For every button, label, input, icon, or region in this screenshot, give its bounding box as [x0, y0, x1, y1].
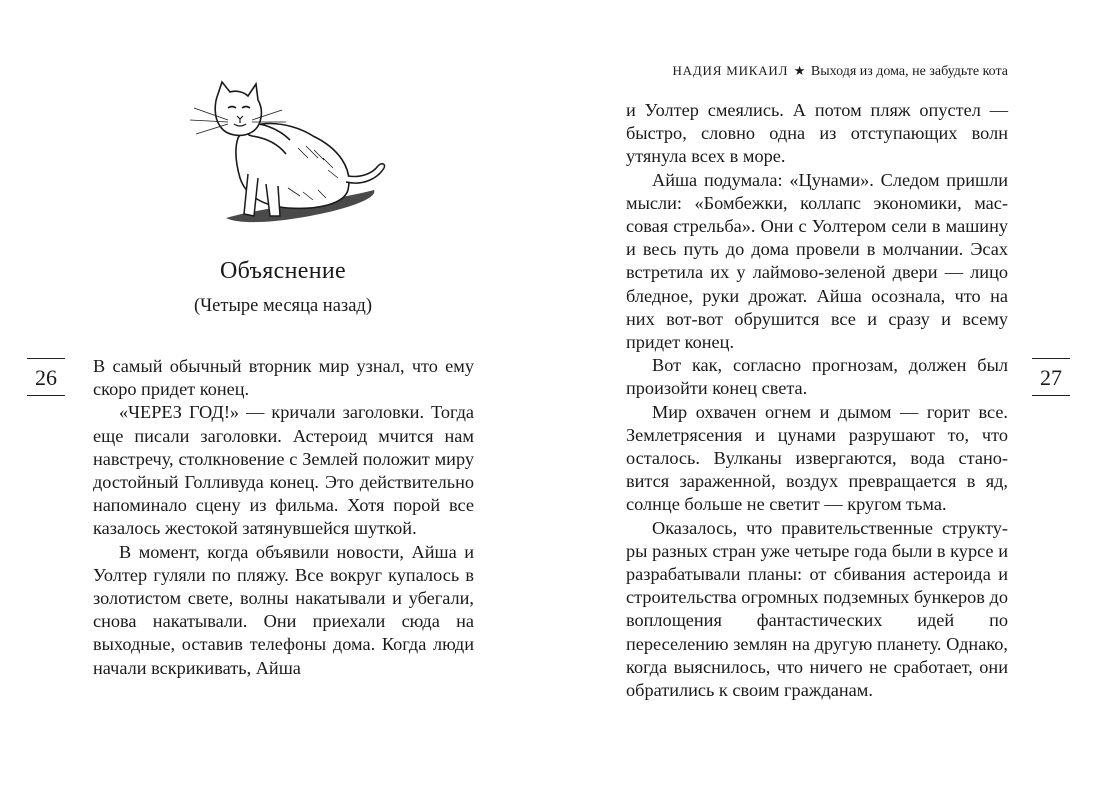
paragraph: Вот как, согласно прогнозам, должен был произойти конец света. [626, 355, 1008, 399]
paragraph: «ЧЕРЕЗ ГОД!» — кричали заголовки. Тогда еще писали заголовки. Астероид мчится нам навстречу, столкновение с Землей положит миру достойный Голливуда конец. Это действительно напоминало сцену из фильма. Хотя порой все казалось жестокой затянувшейся шуткой. [93, 402, 474, 539]
paragraph: Айша подумала: «Цунами». Следом пришли мысли: «Бомбежки, коллапс экономики, массовая стрельба». Они с Уолтером сели в машину и весь путь до дома провели в молчании. Эсах встретила их у лаймово-зеленой двери — лицо бледное, руки дрожат. Айша осознала, что на них вот-вот обрушится все и сразу и всему придет конец. [626, 169, 1008, 353]
page-number: 27 [1032, 358, 1070, 396]
paragraph: В момент, когда объявили новости, Айша и Уолтер гуляли по пляжу. Все вокруг купалось в золотистом свете, волны накатывали и убегали, снова накатывали. Они приехали сюда на выходные, оставив телефоны дома. Когда люди начали вскрикивать, Айша [93, 541, 474, 678]
paragraph: Мир охвачен огнем и дымом — горит все. Землетрясения и цунами разрушают то, что осталось. Вулканы извергаются, вода становится зараженной, воздух превращается в яд, солнце больше не светит — кругом тьма. [626, 401, 1008, 515]
running-head-title: Выходя из дома, не забудьте кота [810, 64, 1008, 79]
cat-illustration-icon [178, 78, 390, 230]
chapter-subtitle: (Четыре месяца назад) [193, 296, 373, 316]
right-body-text [626, 99, 1008, 702]
paragraph: Оказалось, что правительственные структуры разных стран уже четыре года были в курсе и разрабатывали планы: от сбивания астероида и строительства огромных подземных бункеров до воплощения фантастических идей по переселению землян на другую планету. Однако, когда выяснилось, что ничего не сработает, они обратились к своим гражданам. [626, 517, 1008, 701]
left-body-text [93, 355, 474, 680]
running-head [626, 63, 1008, 80]
paragraph: В самый обычный вторник мир узнал, что ему скоро придет конец. [93, 356, 474, 400]
chapter-title: Объяснение [220, 258, 346, 284]
paragraph: и Уолтер смеялись. А потом пляж опустел — быстро, словно одна из отступающих волн утянула всех в море. [626, 100, 1008, 167]
star-icon: ★ [793, 63, 806, 78]
page-number: 26 [27, 358, 65, 396]
running-head-author: НАДИЯ МИКАИЛ [672, 63, 789, 78]
